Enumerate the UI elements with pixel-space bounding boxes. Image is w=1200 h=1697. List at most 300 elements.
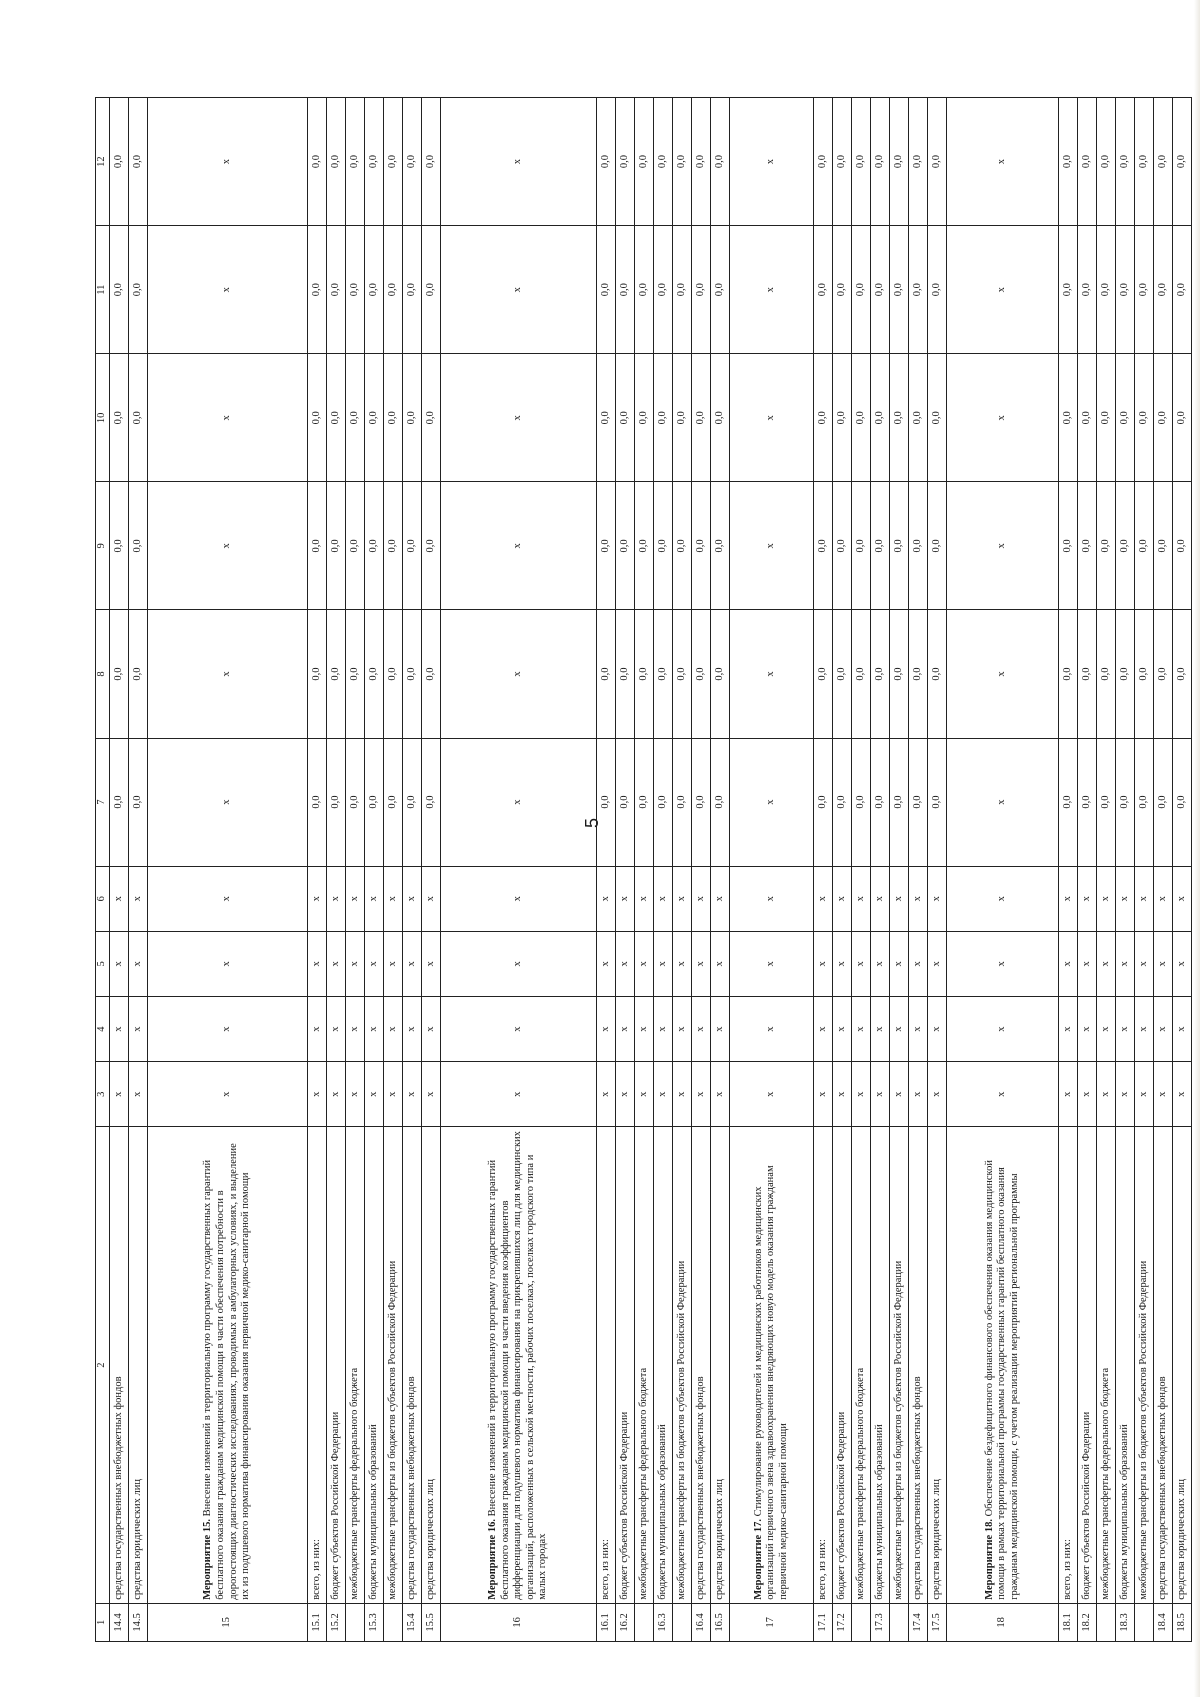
value-cell: x [616, 931, 635, 996]
row-number: 15.2 [327, 1603, 346, 1641]
value-cell: x [346, 866, 365, 931]
value-cell: x [947, 98, 1059, 226]
header-row [96, 98, 110, 1642]
value-cell: 0,0 [928, 610, 947, 738]
row-description [441, 1127, 597, 1603]
value-cell: 0,0 [692, 226, 711, 354]
value-cell: 0,0 [654, 610, 673, 738]
value-cell: x [730, 997, 814, 1062]
row-description: средства юридических лиц [711, 1127, 730, 1603]
row-number [1097, 1603, 1116, 1641]
table-row [1116, 98, 1135, 1642]
value-cell: x [1135, 931, 1154, 996]
value-cell: 0,0 [422, 610, 441, 738]
value-cell: 0,0 [365, 738, 384, 866]
table-row [597, 98, 616, 1642]
column-header: 4 [96, 997, 110, 1062]
value-cell: x [947, 866, 1059, 931]
row-number: 15.3 [365, 1603, 384, 1641]
table-row [110, 98, 129, 1642]
value-cell: x [1154, 997, 1173, 1062]
value-cell: 0,0 [871, 98, 890, 226]
value-cell: 0,0 [597, 226, 616, 354]
value-cell: x [110, 997, 129, 1062]
value-cell: 0,0 [833, 482, 852, 610]
value-cell: x [129, 931, 148, 996]
row-number: 18.2 [1078, 1603, 1097, 1641]
value-cell: x [928, 997, 947, 1062]
value-cell: x [148, 98, 308, 226]
value-cell: 0,0 [129, 738, 148, 866]
table-row [1154, 98, 1173, 1642]
value-cell: x [327, 1062, 346, 1127]
value-cell: 0,0 [1116, 98, 1135, 226]
row-number: 14.4 [110, 1603, 129, 1641]
value-cell: x [441, 866, 597, 931]
value-cell: x [384, 866, 403, 931]
row-description: средства государственных внебюджетных фондов [403, 1127, 422, 1603]
value-cell: x [673, 866, 692, 931]
value-cell: x [308, 931, 327, 996]
value-cell: 0,0 [403, 226, 422, 354]
row-number: 16.2 [616, 1603, 635, 1641]
value-cell: x [947, 931, 1059, 996]
value-cell: 0,0 [422, 738, 441, 866]
value-cell: 0,0 [384, 354, 403, 482]
value-cell: 0,0 [635, 482, 654, 610]
value-cell: x [403, 997, 422, 1062]
value-cell: x [673, 997, 692, 1062]
measure-text: Внесение изменений в территориальную программу государственных гарантий бесплатного оказания гражданам медицинской помощи в части введения коэффициентов дифференциации для подушевого норматива финансирования на прикрепившихся лиц для медицинских организаций, расположенных в сельской местности, рабочих поселках, поселках городского типа и малых городах [487, 1131, 549, 1600]
value-cell: 0,0 [871, 482, 890, 610]
value-cell: 0,0 [1135, 226, 1154, 354]
value-cell: x [384, 997, 403, 1062]
value-cell: x [833, 931, 852, 996]
value-cell: 0,0 [365, 482, 384, 610]
value-cell: 0,0 [814, 738, 833, 866]
value-cell: x [1154, 931, 1173, 996]
value-cell: x [148, 1062, 308, 1127]
value-cell: 0,0 [852, 354, 871, 482]
value-cell: x [597, 1062, 616, 1127]
value-cell: x [711, 997, 730, 1062]
value-cell: 0,0 [1154, 482, 1173, 610]
value-cell: 0,0 [814, 354, 833, 482]
value-cell: 0,0 [711, 610, 730, 738]
value-cell: 0,0 [384, 738, 403, 866]
value-cell: 0,0 [1173, 482, 1192, 610]
row-description: средства юридических лиц [928, 1127, 947, 1603]
measure-text: Внесение изменений в территориальную программу государственных гарантий бесплатного оказания гражданам медицинской помощи в части обеспечения потребности в дорогостоящих диагностических исследованиях, проводимых в амбулаторных условиях, и выделение их из подушевого норматива финансирования оказания первичной медико-санитарной помощи [202, 1143, 252, 1600]
value-cell: x [422, 1062, 441, 1127]
table-row [422, 98, 441, 1642]
value-cell: x [1154, 866, 1173, 931]
row-description: межбюджетные трансферты из бюджетов субъектов Российской Федерации [890, 1127, 909, 1603]
value-cell: 0,0 [833, 738, 852, 866]
value-cell: x [1097, 1062, 1116, 1127]
row-number: 18.5 [1173, 1603, 1192, 1641]
row-description: всего, из них: [1059, 1127, 1078, 1603]
value-cell: x [890, 931, 909, 996]
value-cell: 0,0 [711, 738, 730, 866]
value-cell: 0,0 [635, 610, 654, 738]
row-description: межбюджетные трансферты из бюджетов субъектов Российской Федерации [673, 1127, 692, 1603]
value-cell: 0,0 [909, 354, 928, 482]
table-row [711, 98, 730, 1642]
value-cell: 0,0 [597, 738, 616, 866]
value-cell: 0,0 [928, 482, 947, 610]
value-cell: 0,0 [852, 738, 871, 866]
value-cell: 0,0 [346, 482, 365, 610]
value-cell: x [635, 866, 654, 931]
row-number: 15.4 [403, 1603, 422, 1641]
row-description: бюджеты муниципальных образований [871, 1127, 890, 1603]
value-cell: 0,0 [403, 738, 422, 866]
row-description: всего, из них: [597, 1127, 616, 1603]
value-cell: x [1078, 931, 1097, 996]
value-cell: 0,0 [110, 610, 129, 738]
value-cell: x [616, 997, 635, 1062]
value-cell: 0,0 [833, 98, 852, 226]
value-cell: x [597, 866, 616, 931]
row-description: средства юридических лиц [422, 1127, 441, 1603]
value-cell: 0,0 [852, 610, 871, 738]
value-cell: 0,0 [871, 354, 890, 482]
value-cell: 0,0 [129, 354, 148, 482]
value-cell: 0,0 [384, 482, 403, 610]
row-description: бюджеты муниципальных образований [654, 1127, 673, 1603]
value-cell: x [635, 931, 654, 996]
table-row [871, 98, 890, 1642]
value-cell: 0,0 [1059, 226, 1078, 354]
value-cell: x [148, 866, 308, 931]
value-cell: x [597, 997, 616, 1062]
value-cell: x [129, 866, 148, 931]
value-cell: 0,0 [616, 226, 635, 354]
value-cell: 0,0 [308, 610, 327, 738]
value-cell: x [1059, 1062, 1078, 1127]
value-cell: x [814, 866, 833, 931]
value-cell: x [365, 866, 384, 931]
row-description: всего, из них: [814, 1127, 833, 1603]
value-cell: 0,0 [871, 738, 890, 866]
value-cell: x [890, 1062, 909, 1127]
row-description: бюджет субъектов Российской Федерации [616, 1127, 635, 1603]
value-cell: 0,0 [711, 354, 730, 482]
value-cell: x [384, 1062, 403, 1127]
value-cell: x [1135, 866, 1154, 931]
value-cell: x [1116, 866, 1135, 931]
value-cell: 0,0 [308, 354, 327, 482]
value-cell: x [730, 931, 814, 996]
table-row [1173, 98, 1192, 1642]
measure-text: Стимулирование руководителей и медицинских работников медицинских организаций первичного звена здравоохранения внедряющих новую модель оказания гражданам первичной медико-санитарной помощи [752, 1165, 789, 1600]
value-cell: x [308, 997, 327, 1062]
row-description: средства юридических лиц [129, 1127, 148, 1603]
row-description: бюджеты муниципальных образований [1116, 1127, 1135, 1603]
value-cell: 0,0 [346, 98, 365, 226]
value-cell: x [1097, 997, 1116, 1062]
value-cell: x [928, 931, 947, 996]
value-cell: 0,0 [403, 354, 422, 482]
value-cell: x [441, 610, 597, 738]
measure-title: Мероприятие 17. [752, 1519, 764, 1600]
value-cell: x [365, 1062, 384, 1127]
value-cell: x [148, 482, 308, 610]
value-cell: x [890, 997, 909, 1062]
row-description: бюджеты муниципальных образований [365, 1127, 384, 1603]
row-description [947, 1127, 1059, 1603]
value-cell: x [441, 997, 597, 1062]
row-number [635, 1603, 654, 1641]
table-row [833, 98, 852, 1642]
value-cell: 0,0 [852, 482, 871, 610]
value-cell: x [947, 354, 1059, 482]
column-header: 11 [96, 226, 110, 354]
row-description: бюджет субъектов Российской Федерации [1078, 1127, 1097, 1603]
value-cell: x [327, 931, 346, 996]
value-cell: 0,0 [890, 98, 909, 226]
value-cell: 0,0 [1135, 610, 1154, 738]
row-number: 17.1 [814, 1603, 833, 1641]
value-cell: x [148, 997, 308, 1062]
value-cell: x [833, 1062, 852, 1127]
value-cell: 0,0 [346, 610, 365, 738]
row-description: средства государственных внебюджетных фондов [909, 1127, 928, 1603]
value-cell: x [1097, 931, 1116, 996]
table-row [346, 98, 365, 1642]
value-cell: x [110, 1062, 129, 1127]
row-description: межбюджетные трансферты из бюджетов субъектов Российской Федерации [1135, 1127, 1154, 1603]
value-cell: x [635, 1062, 654, 1127]
row-number: 16 [441, 1603, 597, 1641]
value-cell: 0,0 [1116, 482, 1135, 610]
row-number: 17.2 [833, 1603, 852, 1641]
value-cell: 0,0 [673, 610, 692, 738]
value-cell: x [148, 226, 308, 354]
row-number [673, 1603, 692, 1641]
row-number [1135, 1603, 1154, 1641]
table-row [852, 98, 871, 1642]
section-row [441, 98, 597, 1642]
value-cell: 0,0 [1116, 610, 1135, 738]
value-cell: 0,0 [1097, 482, 1116, 610]
value-cell: 0,0 [890, 226, 909, 354]
value-cell: x [947, 1062, 1059, 1127]
table-row [384, 98, 403, 1642]
value-cell: 0,0 [616, 354, 635, 482]
value-cell: 0,0 [1059, 610, 1078, 738]
value-cell: 0,0 [597, 482, 616, 610]
value-cell: 0,0 [365, 98, 384, 226]
value-cell: x [1135, 1062, 1154, 1127]
value-cell: 0,0 [327, 610, 346, 738]
value-cell: 0,0 [654, 482, 673, 610]
measure-title: Мероприятие 16. [487, 1519, 499, 1600]
value-cell: 0,0 [814, 226, 833, 354]
table-row [890, 98, 909, 1642]
value-cell: 0,0 [327, 354, 346, 482]
value-cell: 0,0 [1078, 354, 1097, 482]
row-description: бюджет субъектов Российской Федерации [327, 1127, 346, 1603]
value-cell: x [852, 1062, 871, 1127]
row-number: 17.3 [871, 1603, 890, 1641]
value-cell: 0,0 [616, 482, 635, 610]
value-cell: 0,0 [327, 482, 346, 610]
value-cell: 0,0 [110, 738, 129, 866]
value-cell: 0,0 [673, 738, 692, 866]
value-cell: 0,0 [346, 226, 365, 354]
value-cell: x [711, 866, 730, 931]
value-cell: x [890, 866, 909, 931]
value-cell: 0,0 [1116, 354, 1135, 482]
row-description: средства государственных внебюджетных фондов [692, 1127, 711, 1603]
value-cell: 0,0 [1135, 354, 1154, 482]
value-cell: x [346, 931, 365, 996]
value-cell: x [635, 997, 654, 1062]
value-cell: 0,0 [129, 98, 148, 226]
value-cell: x [928, 1062, 947, 1127]
row-number: 15.5 [422, 1603, 441, 1641]
value-cell: x [346, 997, 365, 1062]
value-cell: x [1116, 1062, 1135, 1127]
value-cell: 0,0 [890, 482, 909, 610]
column-header: 8 [96, 610, 110, 738]
value-cell: x [1173, 866, 1192, 931]
value-cell: 0,0 [909, 98, 928, 226]
value-cell: 0,0 [692, 354, 711, 482]
value-cell: 0,0 [654, 738, 673, 866]
value-cell: x [730, 866, 814, 931]
value-cell: x [730, 738, 814, 866]
value-cell: 0,0 [1078, 738, 1097, 866]
value-cell: x [148, 738, 308, 866]
value-cell: 0,0 [346, 354, 365, 482]
value-cell: 0,0 [327, 738, 346, 866]
value-cell: 0,0 [909, 738, 928, 866]
table-row [635, 98, 654, 1642]
column-header: 9 [96, 482, 110, 610]
value-cell: 0,0 [890, 738, 909, 866]
value-cell: x [422, 997, 441, 1062]
value-cell: 0,0 [1173, 610, 1192, 738]
value-cell: 0,0 [692, 738, 711, 866]
rotated-table-area [95, 97, 1187, 1642]
value-cell: 0,0 [673, 226, 692, 354]
row-number [890, 1603, 909, 1641]
row-number [346, 1603, 365, 1641]
value-cell: 0,0 [365, 354, 384, 482]
value-cell: x [441, 482, 597, 610]
value-cell: 0,0 [403, 482, 422, 610]
value-cell: 0,0 [692, 482, 711, 610]
value-cell: 0,0 [673, 98, 692, 226]
value-cell: 0,0 [422, 482, 441, 610]
row-number: 17 [730, 1603, 814, 1641]
value-cell: 0,0 [852, 226, 871, 354]
value-cell: x [692, 1062, 711, 1127]
value-cell: x [673, 931, 692, 996]
column-header: 6 [96, 866, 110, 931]
value-cell: x [129, 1062, 148, 1127]
value-cell: 0,0 [852, 98, 871, 226]
value-cell: x [1116, 931, 1135, 996]
value-cell: x [711, 1062, 730, 1127]
value-cell: x [654, 866, 673, 931]
value-cell: x [110, 931, 129, 996]
value-cell: x [403, 866, 422, 931]
value-cell: 0,0 [673, 482, 692, 610]
value-cell: 0,0 [308, 98, 327, 226]
value-cell: 0,0 [871, 226, 890, 354]
value-cell: 0,0 [711, 98, 730, 226]
section-row [947, 98, 1059, 1642]
column-header: 5 [96, 931, 110, 996]
value-cell: x [441, 354, 597, 482]
value-cell: x [711, 931, 730, 996]
table-row [365, 98, 384, 1642]
row-number: 18.4 [1154, 1603, 1173, 1641]
value-cell: 0,0 [654, 98, 673, 226]
value-cell: x [654, 931, 673, 996]
value-cell: 0,0 [928, 98, 947, 226]
value-cell: 0,0 [403, 610, 422, 738]
row-description: средства государственных внебюджетных фондов [110, 1127, 129, 1603]
value-cell: 0,0 [308, 226, 327, 354]
value-cell: 0,0 [365, 610, 384, 738]
value-cell: x [909, 1062, 928, 1127]
value-cell: x [1173, 997, 1192, 1062]
value-cell: 0,0 [928, 354, 947, 482]
value-cell: x [441, 931, 597, 996]
value-cell: 0,0 [890, 354, 909, 482]
value-cell: x [730, 98, 814, 226]
value-cell: x [833, 997, 852, 1062]
value-cell: 0,0 [833, 354, 852, 482]
table-row [1078, 98, 1097, 1642]
value-cell: x [871, 997, 890, 1062]
value-cell: 0,0 [635, 354, 654, 482]
value-cell: 0,0 [909, 610, 928, 738]
value-cell: x [692, 931, 711, 996]
value-cell: x [1078, 997, 1097, 1062]
value-cell: x [110, 866, 129, 931]
value-cell: x [730, 354, 814, 482]
value-cell: x [616, 866, 635, 931]
value-cell: x [365, 997, 384, 1062]
column-header: 10 [96, 354, 110, 482]
row-number: 15.1 [308, 1603, 327, 1641]
value-cell: 0,0 [384, 610, 403, 738]
value-cell: x [852, 866, 871, 931]
value-cell: x [308, 866, 327, 931]
table-body [96, 98, 1192, 1642]
value-cell: x [308, 1062, 327, 1127]
page-number: 5 [581, 818, 602, 829]
value-cell: x [871, 1062, 890, 1127]
row-description: межбюджетные трансферты федерального бюджета [852, 1127, 871, 1603]
value-cell: x [148, 354, 308, 482]
row-number: 18.1 [1059, 1603, 1078, 1641]
value-cell: 0,0 [1173, 226, 1192, 354]
value-cell: 0,0 [871, 610, 890, 738]
value-cell: 0,0 [692, 98, 711, 226]
value-cell: 0,0 [1078, 226, 1097, 354]
value-cell: 0,0 [1097, 98, 1116, 226]
value-cell: x [616, 1062, 635, 1127]
table-row [129, 98, 148, 1642]
row-number: 16.4 [692, 1603, 711, 1641]
